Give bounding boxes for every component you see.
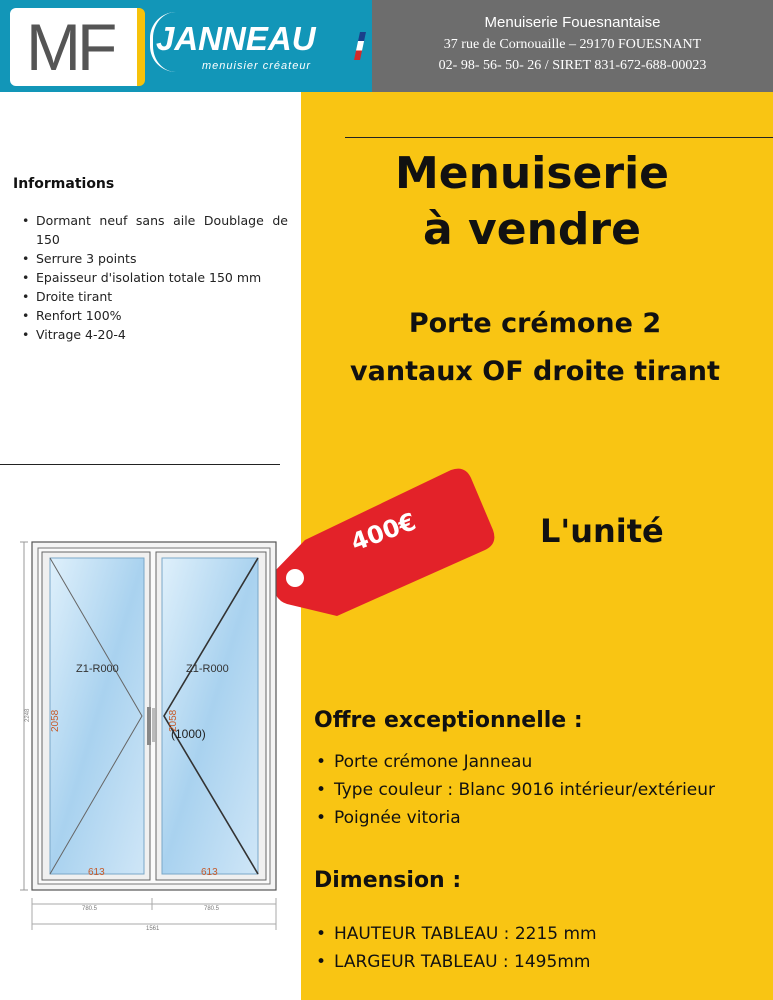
- list-item: • Dormant neuf sans aile Doublage de 150: [20, 211, 288, 249]
- divider-left: [0, 464, 280, 465]
- right-width-label: 613: [201, 867, 218, 878]
- list-item: • Poignée vitoria: [314, 804, 715, 832]
- door-drawing: [20, 532, 290, 932]
- price-label: 400€: [347, 507, 420, 557]
- list-item: • Renfort 100%: [20, 306, 288, 325]
- janneau-logo: JANNEAU: [156, 20, 316, 57]
- dimension-title: Dimension :: [314, 868, 462, 893]
- list-item: • Droite tirant: [20, 287, 288, 306]
- logo-area: [0, 0, 372, 92]
- left-leaf-label: Z1-R000: [76, 663, 119, 675]
- right-leaf-label: Z1-R000: [186, 663, 229, 675]
- title-line-2: à vendre: [423, 204, 641, 255]
- offer-list: [314, 748, 715, 832]
- offer-title: Offre exceptionnelle :: [314, 708, 583, 733]
- list-item: • Vitrage 4-20-4: [20, 325, 288, 344]
- page-title: [322, 146, 742, 258]
- subtitle-line-2: vantaux OF droite tirant: [350, 356, 720, 387]
- list-item: • Porte crémone Janneau: [314, 748, 715, 776]
- company-info: [372, 0, 773, 92]
- title-line-1: Menuiserie: [394, 148, 669, 199]
- list-item: • Serrure 3 points: [20, 249, 288, 268]
- overall-height-label: 2248: [25, 708, 31, 722]
- list-item: • HAUTEUR TABLEAU : 2215 mm: [314, 920, 597, 948]
- overall-width-label: 1561: [146, 926, 160, 932]
- handle-height-label: (1000): [171, 727, 206, 741]
- dimension-list: [314, 920, 597, 976]
- company-name: Menuiserie Fouesnantaise: [484, 14, 661, 31]
- product-subtitle: [300, 300, 770, 396]
- leaf-left-width-label: 780.5: [82, 906, 98, 912]
- divider-top: [345, 137, 773, 138]
- info-title: Informations: [13, 176, 115, 192]
- subtitle-line-1: Porte crémone 2: [408, 308, 662, 339]
- unit-label: L'unité: [540, 512, 664, 550]
- mf-logo-text: MF: [26, 10, 114, 84]
- janneau-tagline: menuisier créateur: [202, 60, 312, 72]
- list-item: • Type couleur : Blanc 9016 intérieur/extérieur: [314, 776, 715, 804]
- left-height-label: 2058: [50, 709, 61, 732]
- list-item: • LARGEUR TABLEAU : 1495mm: [314, 948, 597, 976]
- leaf-right-width-label: 780.5: [204, 906, 220, 912]
- left-width-label: 613: [88, 867, 105, 878]
- mf-logo: [10, 8, 145, 86]
- company-contact: 02- 98- 56- 50- 26 / SIRET 831-672-688-00023: [438, 58, 707, 73]
- header: [0, 0, 773, 92]
- right-height-label: 2058: [168, 709, 179, 732]
- company-address: 37 rue de Cornouaille – 29170 FOUESNANT: [443, 37, 702, 52]
- list-item: • Epaisseur d'isolation totale 150 mm: [20, 268, 288, 287]
- info-list: [20, 211, 288, 344]
